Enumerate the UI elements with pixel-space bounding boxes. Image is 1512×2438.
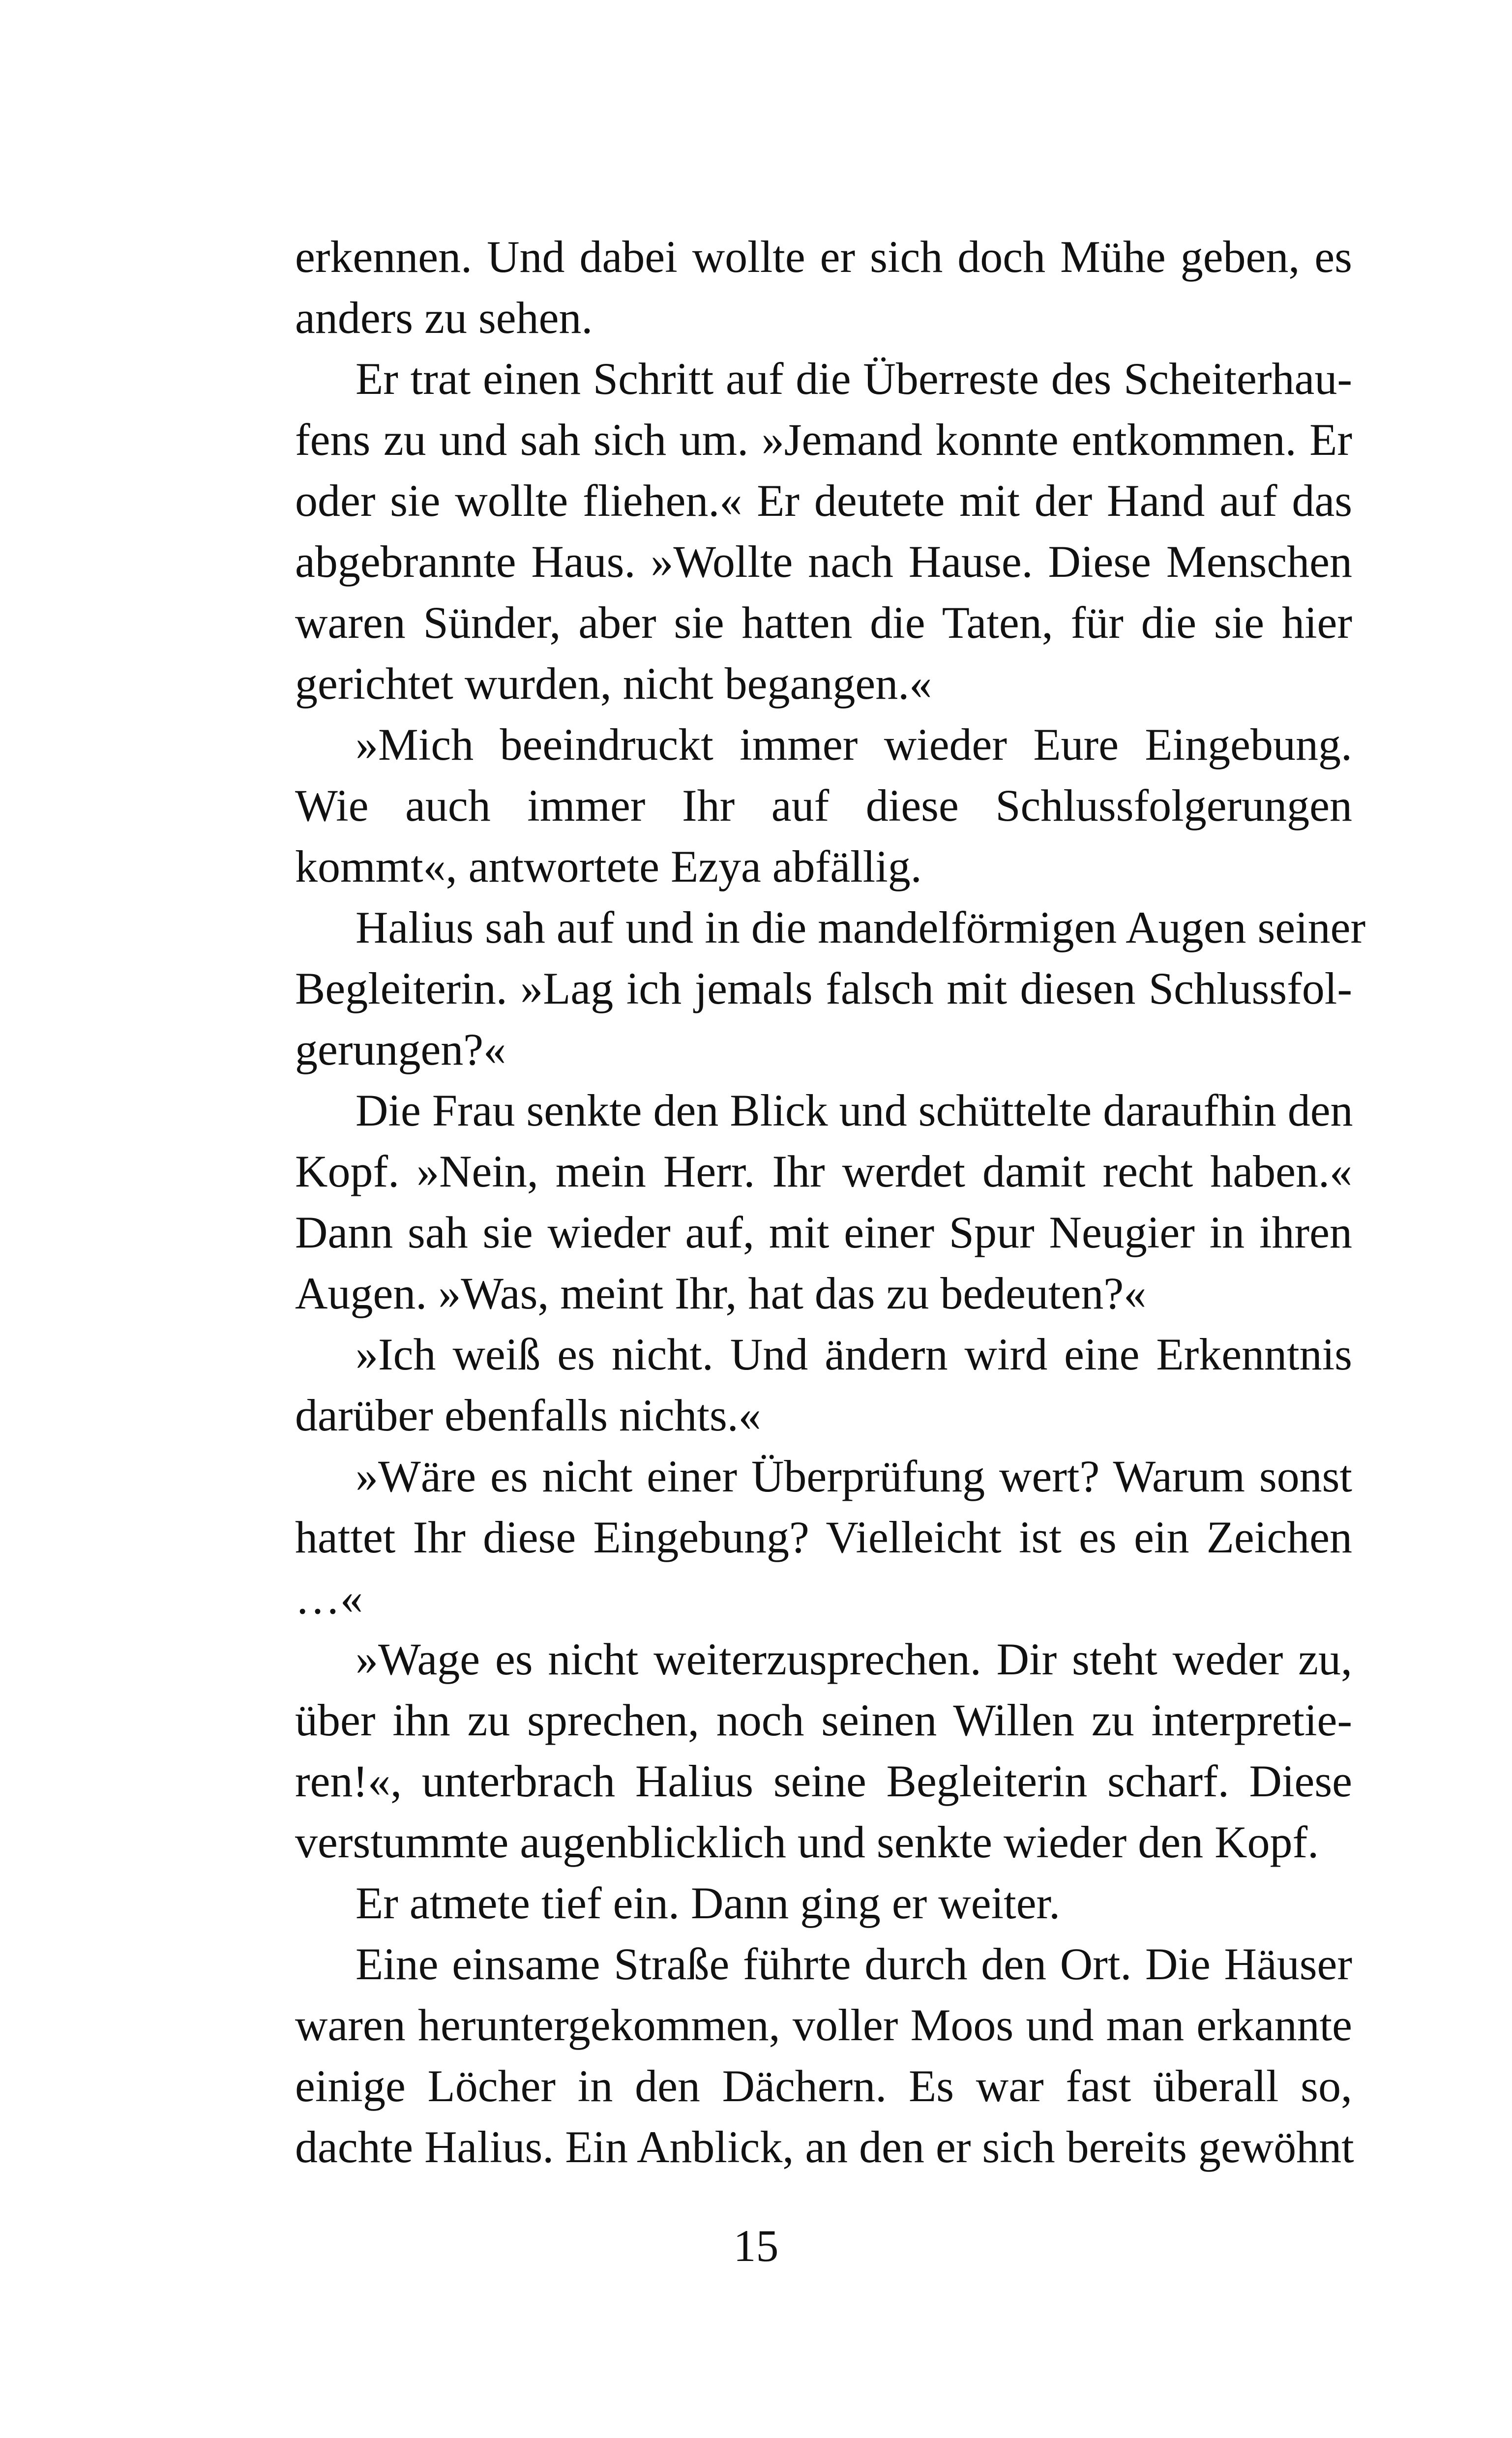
text-line: dachte Halius. Ein Anblick, an den er sich bereits gewöhnt — [295, 2122, 1354, 2172]
text-line: über ihn zu sprechen, noch seinen Willen zu interpretie- — [295, 1695, 1352, 1745]
text-line: waren Sünder, aber sie hatten die Taten, für die sie hier — [295, 597, 1352, 648]
text-line: kommt«, antwortete Ezya abfällig. — [295, 841, 922, 892]
text-line: »Wäre es nicht einer Überprüfung wert? Warum sonst — [356, 1451, 1352, 1501]
text-line: Er trat einen Schritt auf die Überreste des Scheiterhau- — [356, 354, 1352, 404]
text-line: ren!«, unterbrach Halius seine Begleiterin scharf. Diese — [295, 1756, 1352, 1806]
text-line: Die Frau senkte den Blick und schüttelte daraufhin den — [356, 1085, 1353, 1135]
text-line: Begleiterin. »Lag ich jemals falsch mit diesen Schlussfol- — [295, 963, 1352, 1013]
text-line: »Wage es nicht weiterzusprechen. Dir steht weder zu, — [356, 1634, 1352, 1684]
text-line: verstummte augenblicklich und senkte wieder den Kopf. — [295, 1817, 1319, 1867]
text-line: gerungen?« — [295, 1024, 506, 1074]
page-number: 15 — [733, 2221, 779, 2271]
text-line: »Ich weiß es nicht. Und ändern wird eine Erkenntnis — [356, 1329, 1352, 1379]
text-line: gerichtet wurden, nicht begangen.« — [295, 658, 932, 709]
text-line: darüber ebenfalls nichts.« — [295, 1390, 761, 1440]
text-line: abgebrannte Haus. »Wollte nach Hause. Diese Menschen — [295, 536, 1352, 587]
text-line: Kopf. »Nein, mein Herr. Ihr werdet damit recht haben.« — [295, 1146, 1352, 1196]
text-line: anders zu sehen. — [295, 293, 593, 343]
text-line: erkennen. Und dabei wollte er sich doch Mühe geben, es — [295, 232, 1352, 282]
text-line: Halius sah auf und in die mandelförmigen Augen seiner — [356, 902, 1366, 952]
text-line: Eine einsame Straße führte durch den Ort. Die Häuser — [356, 1939, 1352, 1989]
text-line: Dann sah sie wieder auf, mit einer Spur Neugier in ihren — [295, 1207, 1352, 1257]
text-line: Augen. »Was, meint Ihr, hat das zu bedeuten?« — [295, 1268, 1147, 1318]
text-line: oder sie wollte fliehen.« Er deutete mit der Hand auf das — [295, 476, 1352, 526]
body-text — [295, 226, 1366, 2177]
text-line: …« — [295, 1573, 363, 1623]
text-line: Wie auch immer Ihr auf diese Schlussfolgerungen — [295, 780, 1352, 831]
text-line: Er atmete tief ein. Dann ging er weiter. — [356, 1878, 1061, 1928]
text-line: hattet Ihr diese Eingebung? Vielleicht ist es ein Zeichen — [295, 1512, 1352, 1562]
text-line: einige Löcher in den Dächern. Es war fast überall so, — [295, 2061, 1352, 2111]
text-line: fens zu und sah sich um. »Jemand konnte entkommen. Er — [295, 415, 1352, 465]
text-line: »Mich beeindruckt immer wieder Eure Eingebung. — [356, 719, 1352, 770]
text-line: waren heruntergekommen, voller Moos und man erkannte — [295, 2000, 1352, 2050]
